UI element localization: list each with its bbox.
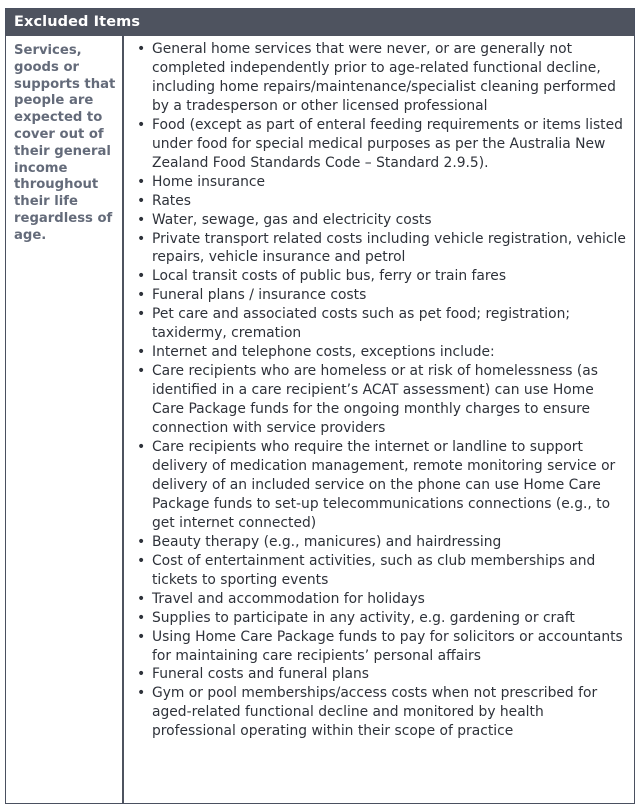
excluded-items-cell bbox=[126, 36, 634, 803]
table-body-row bbox=[6, 36, 634, 803]
list-item: • Beauty therapy (e.g., manicures) and hairdressing bbox=[134, 533, 630, 552]
excluded-items-table bbox=[5, 8, 635, 804]
list-item: • Funeral costs and funeral plans bbox=[134, 665, 630, 684]
list-item: • Food (except as part of enteral feeding requirements or items listed under food for special medical purposes as per the Australia New Zealand Food Standards Code – Standard 2.9.5). bbox=[134, 116, 630, 173]
list-item: • Supplies to participate in any activity, e.g. gardening or craft bbox=[134, 609, 630, 628]
excluded-items-list bbox=[134, 40, 630, 741]
category-description: Services, goods or supports that people are expected to cover out of their general income throughout their life regardless of age. bbox=[6, 36, 124, 803]
list-item: • Using Home Care Package funds to pay for solicitors or accountants for maintaining care recipients’ personal affairs bbox=[134, 628, 630, 666]
list-item: • Home insurance bbox=[134, 173, 630, 192]
list-item: • General home services that were never, or are generally not completed independently prior to age-related functional decline, including home repairs/maintenance/specialist cleaning performed by a tradesperson or other licensed professional bbox=[134, 40, 630, 116]
list-item: • Rates bbox=[134, 192, 630, 211]
list-item: • Care recipients who are homeless or at risk of homelessness (as identified in a care recipient’s ACAT assessment) can use Home Care Package funds for the ongoing monthly charges to ensure connection with service providers bbox=[134, 362, 630, 438]
list-item: • Gym or pool memberships/access costs when not prescribed for aged-related functional decline and monitored by health professional operating within their scope of practice bbox=[134, 684, 630, 741]
list-item: • Pet care and associated costs such as pet food; registration; taxidermy, cremation bbox=[134, 305, 630, 343]
list-item: • Private transport related costs including vehicle registration, vehicle repairs, vehicle insurance and petrol bbox=[134, 230, 630, 268]
list-item: • Travel and accommodation for holidays bbox=[134, 590, 630, 609]
list-item: • Internet and telephone costs, exceptions include: bbox=[134, 343, 630, 362]
list-item: • Water, sewage, gas and electricity costs bbox=[134, 211, 630, 230]
list-item: • Cost of entertainment activities, such as club memberships and tickets to sporting events bbox=[134, 552, 630, 590]
table-header: Excluded Items bbox=[6, 9, 634, 36]
list-item: • Local transit costs of public bus, ferry or train fares bbox=[134, 267, 630, 286]
list-item: • Funeral plans / insurance costs bbox=[134, 286, 630, 305]
list-item: • Care recipients who require the internet or landline to support delivery of medication management, remote monitoring service or delivery of an included service on the phone can use Home Care Package funds to set-up telecommunications connections (e.g., to get internet connected) bbox=[134, 438, 630, 533]
